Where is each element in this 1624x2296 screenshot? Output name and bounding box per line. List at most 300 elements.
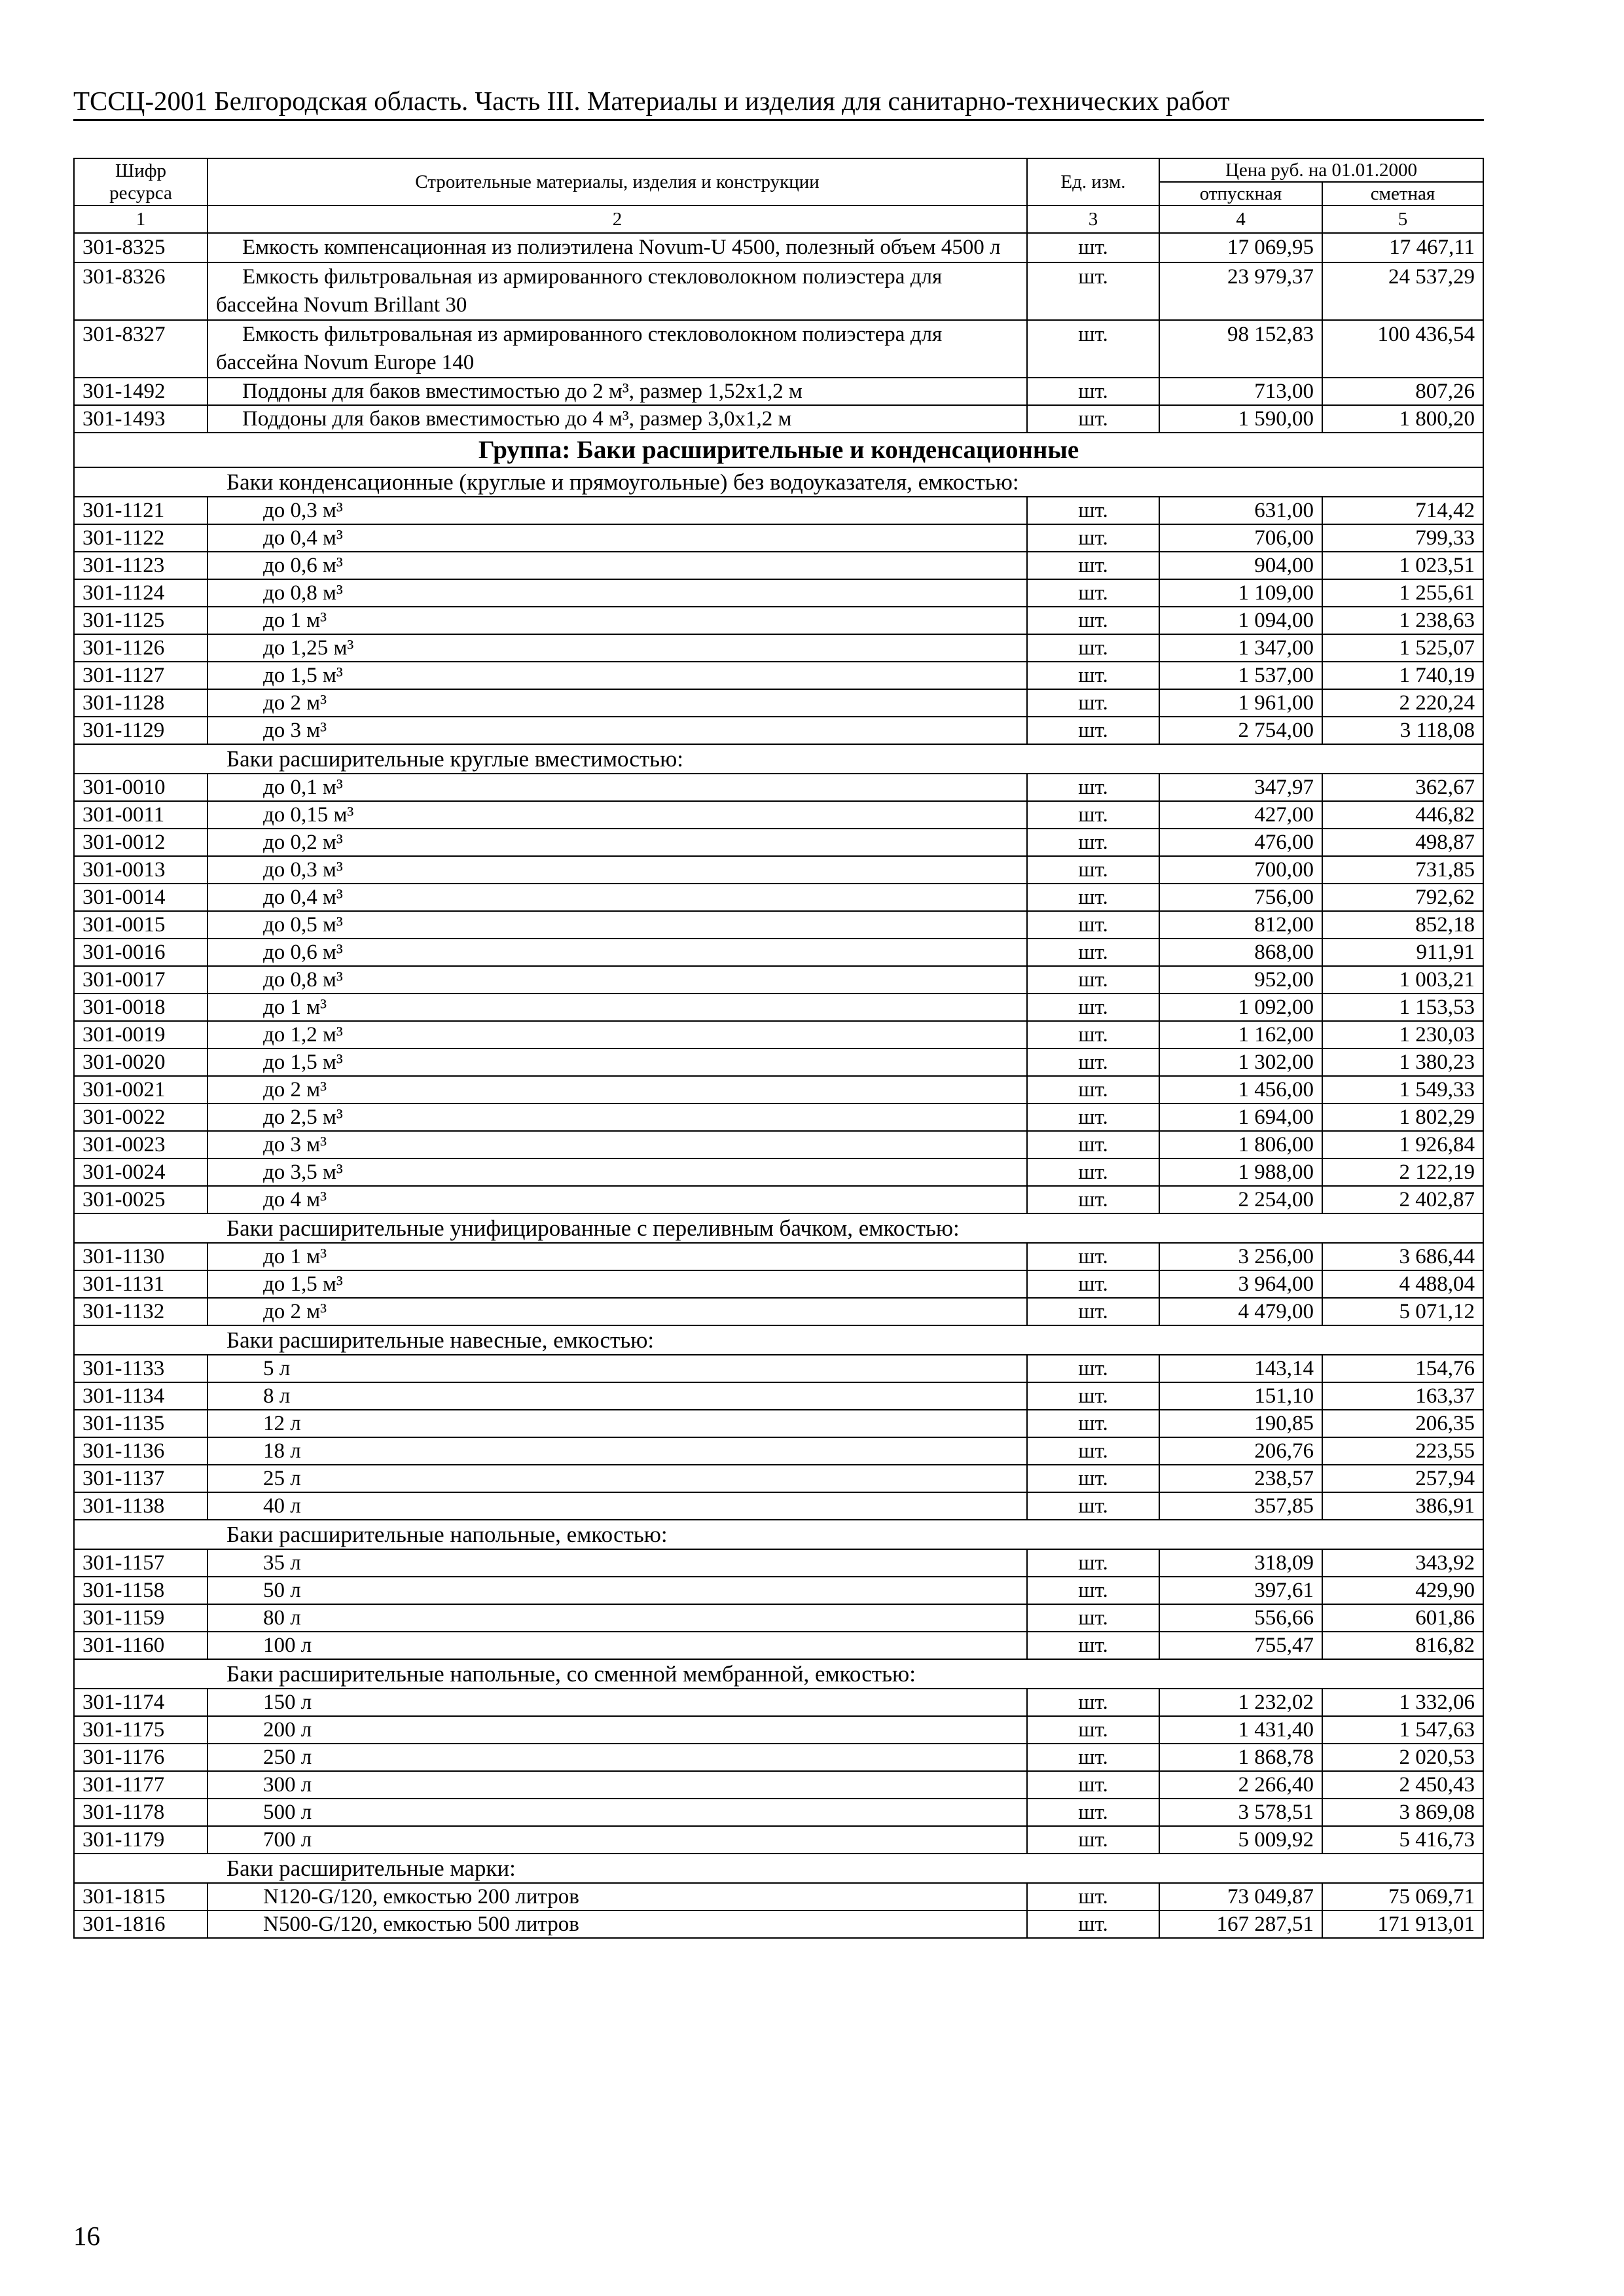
estimate-price: 816,82 xyxy=(1322,1632,1483,1659)
release-price: 1 162,00 xyxy=(1159,1021,1322,1049)
estimate-price: 24 537,29 xyxy=(1322,262,1483,320)
resource-name: N500-G/120, емкостью 500 литров xyxy=(208,1910,1027,1938)
resource-name: до 1,5 м³ xyxy=(208,1270,1027,1298)
estimate-price: 429,90 xyxy=(1322,1577,1483,1604)
table-row xyxy=(74,1186,1483,1213)
unit-cell: шт. xyxy=(1027,939,1159,966)
release-price: 238,57 xyxy=(1159,1465,1322,1492)
resource-name: 500 л xyxy=(208,1799,1027,1826)
resource-name: 300 л xyxy=(208,1771,1027,1799)
resource-name: 35 л xyxy=(208,1549,1027,1577)
release-price: 1 806,00 xyxy=(1159,1131,1322,1158)
estimate-price: 1 525,07 xyxy=(1322,634,1483,662)
unit-cell: шт. xyxy=(1027,801,1159,829)
table-row xyxy=(74,1549,1483,1577)
subgroup-row xyxy=(74,1659,1483,1689)
subgroup-title: Баки расширительные марки: xyxy=(74,1854,1483,1883)
resource-name: 25 л xyxy=(208,1465,1027,1492)
resource-name: до 0,8 м³ xyxy=(208,579,1027,607)
unit-cell: шт. xyxy=(1027,1021,1159,1049)
estimate-price: 3 118,08 xyxy=(1322,717,1483,744)
resource-code: 301-0013 xyxy=(74,856,208,884)
resource-name: 8 л xyxy=(208,1382,1027,1410)
unit-cell: шт. xyxy=(1027,1076,1159,1103)
unit-cell: шт. xyxy=(1027,1492,1159,1520)
resource-code: 301-8327 xyxy=(74,320,208,378)
resource-code: 301-1492 xyxy=(74,378,208,405)
release-price: 1 868,78 xyxy=(1159,1744,1322,1771)
unit-cell: шт. xyxy=(1027,405,1159,433)
estimate-price: 807,26 xyxy=(1322,378,1483,405)
release-price: 904,00 xyxy=(1159,552,1322,579)
header-price: Цена руб. на 01.01.2000 xyxy=(1159,158,1483,182)
unit-cell: шт. xyxy=(1027,1131,1159,1158)
resource-code: 301-1122 xyxy=(74,524,208,552)
unit-cell: шт. xyxy=(1027,1771,1159,1799)
release-price: 151,10 xyxy=(1159,1382,1322,1410)
resource-code: 301-0015 xyxy=(74,911,208,939)
resource-name: до 3,5 м³ xyxy=(208,1158,1027,1186)
col-number: 2 xyxy=(208,206,1027,233)
resource-name: до 3 м³ xyxy=(208,717,1027,744)
resource-name: до 0,3 м³ xyxy=(208,497,1027,524)
estimate-price: 792,62 xyxy=(1322,884,1483,911)
table-row xyxy=(74,1689,1483,1716)
resource-code: 301-1123 xyxy=(74,552,208,579)
group-row xyxy=(74,433,1483,467)
subgroup-title: Баки конденсационные (круглые и прямоугольные) без водоуказателя, емкостью: xyxy=(74,467,1483,497)
resource-code: 301-0020 xyxy=(74,1049,208,1076)
release-price: 3 256,00 xyxy=(1159,1243,1322,1270)
estimate-price: 1 547,63 xyxy=(1322,1716,1483,1744)
resource-code: 301-1157 xyxy=(74,1549,208,1577)
unit-cell: шт. xyxy=(1027,320,1159,378)
resource-name: 700 л xyxy=(208,1826,1027,1854)
resource-code: 301-1138 xyxy=(74,1492,208,1520)
resource-code: 301-1176 xyxy=(74,1744,208,1771)
table-row xyxy=(74,801,1483,829)
resource-code: 301-1133 xyxy=(74,1355,208,1382)
table-row xyxy=(74,1131,1483,1158)
estimate-price: 446,82 xyxy=(1322,801,1483,829)
unit-cell: шт. xyxy=(1027,1632,1159,1659)
release-price: 427,00 xyxy=(1159,801,1322,829)
resource-code: 301-0017 xyxy=(74,966,208,994)
resource-name: Емкость компенсационная из полиэтилена Novum-U 4500, полезный объем 4500 л xyxy=(208,233,1027,262)
resource-code: 301-1121 xyxy=(74,497,208,524)
estimate-price: 154,76 xyxy=(1322,1355,1483,1382)
release-price: 1 694,00 xyxy=(1159,1103,1322,1131)
resource-code: 301-1174 xyxy=(74,1689,208,1716)
subgroup-row xyxy=(74,1854,1483,1883)
group-title: Группа: Баки расширительные и конденсационные xyxy=(74,433,1483,467)
table-row xyxy=(74,994,1483,1021)
unit-cell: шт. xyxy=(1027,1437,1159,1465)
release-price: 756,00 xyxy=(1159,884,1322,911)
resource-name: 5 л xyxy=(208,1355,1027,1382)
release-price: 1 094,00 xyxy=(1159,607,1322,634)
table-row xyxy=(74,1826,1483,1854)
table-row xyxy=(74,911,1483,939)
resource-name: Емкость фильтровальная из армированного стекловолокном полиэстера для бассейна Novum Europe 140 xyxy=(208,320,1027,378)
release-price: 17 069,95 xyxy=(1159,233,1322,262)
unit-cell: шт. xyxy=(1027,262,1159,320)
unit-cell: шт. xyxy=(1027,1883,1159,1910)
estimate-price: 5 071,12 xyxy=(1322,1298,1483,1325)
resource-name: Поддоны для баков вместимостью до 2 м³, размер 1,52x1,2 м xyxy=(208,378,1027,405)
resource-code: 301-1125 xyxy=(74,607,208,634)
unit-cell: шт. xyxy=(1027,1158,1159,1186)
unit-cell: шт. xyxy=(1027,378,1159,405)
estimate-price: 498,87 xyxy=(1322,829,1483,856)
resource-name: до 3 м³ xyxy=(208,1131,1027,1158)
release-price: 347,97 xyxy=(1159,774,1322,801)
unit-cell: шт. xyxy=(1027,1716,1159,1744)
unit-cell: шт. xyxy=(1027,497,1159,524)
table-row xyxy=(74,1298,1483,1325)
estimate-price: 163,37 xyxy=(1322,1382,1483,1410)
release-price: 190,85 xyxy=(1159,1410,1322,1437)
resource-code: 301-1130 xyxy=(74,1243,208,1270)
resource-code: 301-1816 xyxy=(74,1910,208,1938)
table-row xyxy=(74,1103,1483,1131)
estimate-price: 1 003,21 xyxy=(1322,966,1483,994)
unit-cell: шт. xyxy=(1027,1549,1159,1577)
subgroup-title: Баки расширительные унифицированные с переливным бачком, емкостью: xyxy=(74,1213,1483,1243)
table-row xyxy=(74,884,1483,911)
resource-code: 301-0021 xyxy=(74,1076,208,1103)
release-price: 206,76 xyxy=(1159,1437,1322,1465)
subgroup-title: Баки расширительные круглые вместимостью: xyxy=(74,744,1483,774)
table-row xyxy=(74,320,1483,378)
estimate-price: 343,92 xyxy=(1322,1549,1483,1577)
table-row xyxy=(74,262,1483,320)
estimate-price: 5 416,73 xyxy=(1322,1826,1483,1854)
resource-name: до 0,3 м³ xyxy=(208,856,1027,884)
release-price: 73 049,87 xyxy=(1159,1883,1322,1910)
resource-name: до 0,6 м³ xyxy=(208,552,1027,579)
estimate-price: 1 023,51 xyxy=(1322,552,1483,579)
resource-code: 301-1124 xyxy=(74,579,208,607)
release-price: 755,47 xyxy=(1159,1632,1322,1659)
estimate-price: 2 402,87 xyxy=(1322,1186,1483,1213)
resource-name: до 1 м³ xyxy=(208,607,1027,634)
release-price: 318,09 xyxy=(1159,1549,1322,1577)
release-price: 952,00 xyxy=(1159,966,1322,994)
resource-code: 301-0023 xyxy=(74,1131,208,1158)
resource-code: 301-0022 xyxy=(74,1103,208,1131)
unit-cell: шт. xyxy=(1027,552,1159,579)
col-number: 4 xyxy=(1159,206,1322,233)
estimate-price: 601,86 xyxy=(1322,1604,1483,1632)
table-row xyxy=(74,1465,1483,1492)
estimate-price: 2 122,19 xyxy=(1322,1158,1483,1186)
table-row xyxy=(74,662,1483,689)
estimate-price: 1 740,19 xyxy=(1322,662,1483,689)
table-row xyxy=(74,1910,1483,1938)
table-row xyxy=(74,1437,1483,1465)
estimate-price: 3 869,08 xyxy=(1322,1799,1483,1826)
resource-name: до 0,4 м³ xyxy=(208,524,1027,552)
table-row xyxy=(74,1158,1483,1186)
resource-code: 301-1815 xyxy=(74,1883,208,1910)
table-row xyxy=(74,939,1483,966)
unit-cell: шт. xyxy=(1027,634,1159,662)
resource-code: 301-8325 xyxy=(74,233,208,262)
table-row xyxy=(74,1883,1483,1910)
resource-code: 301-1128 xyxy=(74,689,208,717)
table-row xyxy=(74,497,1483,524)
unit-cell: шт. xyxy=(1027,1744,1159,1771)
resource-name: N120-G/120, емкостью 200 литров xyxy=(208,1883,1027,1910)
unit-cell: шт. xyxy=(1027,607,1159,634)
resource-name: до 1,25 м³ xyxy=(208,634,1027,662)
release-price: 713,00 xyxy=(1159,378,1322,405)
unit-cell: шт. xyxy=(1027,1910,1159,1938)
table-row xyxy=(74,1243,1483,1270)
estimate-price: 1 230,03 xyxy=(1322,1021,1483,1049)
release-price: 23 979,37 xyxy=(1159,262,1322,320)
subgroup-title: Баки расширительные напольные, емкостью: xyxy=(74,1520,1483,1549)
release-price: 3 578,51 xyxy=(1159,1799,1322,1826)
estimate-price: 223,55 xyxy=(1322,1437,1483,1465)
estimate-price: 362,67 xyxy=(1322,774,1483,801)
estimate-price: 2 450,43 xyxy=(1322,1771,1483,1799)
unit-cell: шт. xyxy=(1027,1186,1159,1213)
resource-code: 301-0018 xyxy=(74,994,208,1021)
unit-cell: шт. xyxy=(1027,579,1159,607)
table-row xyxy=(74,524,1483,552)
resource-name: до 0,5 м³ xyxy=(208,911,1027,939)
release-price: 1 232,02 xyxy=(1159,1689,1322,1716)
release-price: 5 009,92 xyxy=(1159,1826,1322,1854)
resource-code: 301-1134 xyxy=(74,1382,208,1410)
table-row xyxy=(74,405,1483,433)
resource-name: Емкость фильтровальная из армированного стекловолокном полиэстера для бассейна Novum Brillant 30 xyxy=(208,262,1027,320)
table-row xyxy=(74,1076,1483,1103)
unit-cell: шт. xyxy=(1027,1103,1159,1131)
col-number: 3 xyxy=(1027,206,1159,233)
resource-name: 50 л xyxy=(208,1577,1027,1604)
unit-cell: шт. xyxy=(1027,1799,1159,1826)
header-unit: Ед. изм. xyxy=(1027,158,1159,206)
table-row xyxy=(74,1744,1483,1771)
release-price: 812,00 xyxy=(1159,911,1322,939)
col-number: 5 xyxy=(1322,206,1483,233)
table-row xyxy=(74,233,1483,262)
resource-code: 301-1493 xyxy=(74,405,208,433)
unit-cell: шт. xyxy=(1027,1689,1159,1716)
resource-name: до 1 м³ xyxy=(208,994,1027,1021)
estimate-price: 206,35 xyxy=(1322,1410,1483,1437)
resource-code: 301-1132 xyxy=(74,1298,208,1325)
estimate-price: 852,18 xyxy=(1322,911,1483,939)
subgroup-row xyxy=(74,1520,1483,1549)
resource-code: 301-1127 xyxy=(74,662,208,689)
unit-cell: шт. xyxy=(1027,829,1159,856)
resource-name: до 1,5 м³ xyxy=(208,1049,1027,1076)
table-row xyxy=(74,856,1483,884)
estimate-price: 2 220,24 xyxy=(1322,689,1483,717)
release-price: 98 152,83 xyxy=(1159,320,1322,378)
unit-cell: шт. xyxy=(1027,856,1159,884)
release-price: 1 109,00 xyxy=(1159,579,1322,607)
table-body xyxy=(74,233,1483,1938)
table-row xyxy=(74,1382,1483,1410)
release-price: 1 590,00 xyxy=(1159,405,1322,433)
resource-code: 301-1137 xyxy=(74,1465,208,1492)
table-row xyxy=(74,717,1483,744)
resource-name: 200 л xyxy=(208,1716,1027,1744)
header-estimate: сметная xyxy=(1322,182,1483,206)
page-number: 16 xyxy=(73,2221,100,2251)
resource-name: до 0,6 м³ xyxy=(208,939,1027,966)
table-row xyxy=(74,774,1483,801)
estimate-price: 1 926,84 xyxy=(1322,1131,1483,1158)
resource-code: 301-1177 xyxy=(74,1771,208,1799)
table-row xyxy=(74,1577,1483,1604)
estimate-price: 1 802,29 xyxy=(1322,1103,1483,1131)
release-price: 167 287,51 xyxy=(1159,1910,1322,1938)
release-price: 706,00 xyxy=(1159,524,1322,552)
estimate-price: 799,33 xyxy=(1322,524,1483,552)
table-row xyxy=(74,1355,1483,1382)
resource-name: до 0,8 м³ xyxy=(208,966,1027,994)
table-row xyxy=(74,579,1483,607)
resource-name: до 0,4 м³ xyxy=(208,884,1027,911)
resource-name: 80 л xyxy=(208,1604,1027,1632)
unit-cell: шт. xyxy=(1027,1270,1159,1298)
resource-code: 301-1179 xyxy=(74,1826,208,1854)
header-name: Строительные материалы, изделия и конструкции xyxy=(208,158,1027,206)
table-row xyxy=(74,607,1483,634)
resource-code: 301-0011 xyxy=(74,801,208,829)
resource-code: 301-0010 xyxy=(74,774,208,801)
resource-code: 301-0016 xyxy=(74,939,208,966)
estimate-price: 171 913,01 xyxy=(1322,1910,1483,1938)
table-row xyxy=(74,1771,1483,1799)
resource-name: до 0,2 м³ xyxy=(208,829,1027,856)
unit-cell: шт. xyxy=(1027,1826,1159,1854)
estimate-price: 1 380,23 xyxy=(1322,1049,1483,1076)
resource-code: 301-1129 xyxy=(74,717,208,744)
unit-cell: шт. xyxy=(1027,994,1159,1021)
resource-code: 301-1159 xyxy=(74,1604,208,1632)
resource-name: до 2 м³ xyxy=(208,1076,1027,1103)
table-row xyxy=(74,1410,1483,1437)
estimate-price: 1 255,61 xyxy=(1322,579,1483,607)
unit-cell: шт. xyxy=(1027,1049,1159,1076)
release-price: 1 431,40 xyxy=(1159,1716,1322,1744)
subgroup-title: Баки расширительные напольные, со сменной мембранной, емкостью: xyxy=(74,1659,1483,1689)
estimate-price: 386,91 xyxy=(1322,1492,1483,1520)
resource-name: до 1,5 м³ xyxy=(208,662,1027,689)
resource-name: 40 л xyxy=(208,1492,1027,1520)
resource-code: 301-1158 xyxy=(74,1577,208,1604)
unit-cell: шт. xyxy=(1027,884,1159,911)
release-price: 868,00 xyxy=(1159,939,1322,966)
release-price: 397,61 xyxy=(1159,1577,1322,1604)
release-price: 143,14 xyxy=(1159,1355,1322,1382)
unit-cell: шт. xyxy=(1027,1382,1159,1410)
resource-code: 301-1175 xyxy=(74,1716,208,1744)
unit-cell: шт. xyxy=(1027,233,1159,262)
release-price: 2 254,00 xyxy=(1159,1186,1322,1213)
unit-cell: шт. xyxy=(1027,662,1159,689)
col-number: 1 xyxy=(74,206,208,233)
resource-code: 301-0024 xyxy=(74,1158,208,1186)
table-row xyxy=(74,1799,1483,1826)
release-price: 2 754,00 xyxy=(1159,717,1322,744)
table-row xyxy=(74,378,1483,405)
estimate-price: 1 549,33 xyxy=(1322,1076,1483,1103)
header-code: Шифр ресурса xyxy=(74,158,208,206)
release-price: 1 456,00 xyxy=(1159,1076,1322,1103)
unit-cell: шт. xyxy=(1027,1465,1159,1492)
release-price: 1 537,00 xyxy=(1159,662,1322,689)
unit-cell: шт. xyxy=(1027,774,1159,801)
release-price: 1 347,00 xyxy=(1159,634,1322,662)
unit-cell: шт. xyxy=(1027,524,1159,552)
release-price: 556,66 xyxy=(1159,1604,1322,1632)
page-header: ТССЦ-2001 Белгородская область. Часть III. Материалы и изделия для санитарно-технических работ xyxy=(73,84,1484,121)
table-row xyxy=(74,1270,1483,1298)
release-price: 1 092,00 xyxy=(1159,994,1322,1021)
header-release: отпускная xyxy=(1159,182,1322,206)
table-row xyxy=(74,1492,1483,1520)
release-price: 700,00 xyxy=(1159,856,1322,884)
resource-code: 301-0019 xyxy=(74,1021,208,1049)
unit-cell: шт. xyxy=(1027,911,1159,939)
resource-code: 301-1160 xyxy=(74,1632,208,1659)
estimate-price: 17 467,11 xyxy=(1322,233,1483,262)
resource-code: 301-0014 xyxy=(74,884,208,911)
unit-cell: шт. xyxy=(1027,966,1159,994)
estimate-price: 911,91 xyxy=(1322,939,1483,966)
release-price: 3 964,00 xyxy=(1159,1270,1322,1298)
estimate-price: 100 436,54 xyxy=(1322,320,1483,378)
resource-name: до 0,1 м³ xyxy=(208,774,1027,801)
estimate-price: 731,85 xyxy=(1322,856,1483,884)
table-row xyxy=(74,1716,1483,1744)
estimate-price: 2 020,53 xyxy=(1322,1744,1483,1771)
resource-code: 301-0012 xyxy=(74,829,208,856)
subgroup-row xyxy=(74,744,1483,774)
resource-code: 301-1126 xyxy=(74,634,208,662)
resource-code: 301-8326 xyxy=(74,262,208,320)
resource-name: до 0,15 м³ xyxy=(208,801,1027,829)
table-row xyxy=(74,1604,1483,1632)
release-price: 1 302,00 xyxy=(1159,1049,1322,1076)
resource-code: 301-1135 xyxy=(74,1410,208,1437)
table-row xyxy=(74,552,1483,579)
estimate-price: 75 069,71 xyxy=(1322,1883,1483,1910)
resource-code: 301-0025 xyxy=(74,1186,208,1213)
unit-cell: шт. xyxy=(1027,1243,1159,1270)
resource-code: 301-1178 xyxy=(74,1799,208,1826)
release-price: 4 479,00 xyxy=(1159,1298,1322,1325)
resource-name: 150 л xyxy=(208,1689,1027,1716)
resource-name: 18 л xyxy=(208,1437,1027,1465)
release-price: 631,00 xyxy=(1159,497,1322,524)
table-head xyxy=(74,158,1483,233)
unit-cell: шт. xyxy=(1027,689,1159,717)
resource-name: до 2 м³ xyxy=(208,1298,1027,1325)
unit-cell: шт. xyxy=(1027,1410,1159,1437)
table-row xyxy=(74,966,1483,994)
resource-name: 100 л xyxy=(208,1632,1027,1659)
table-row xyxy=(74,689,1483,717)
